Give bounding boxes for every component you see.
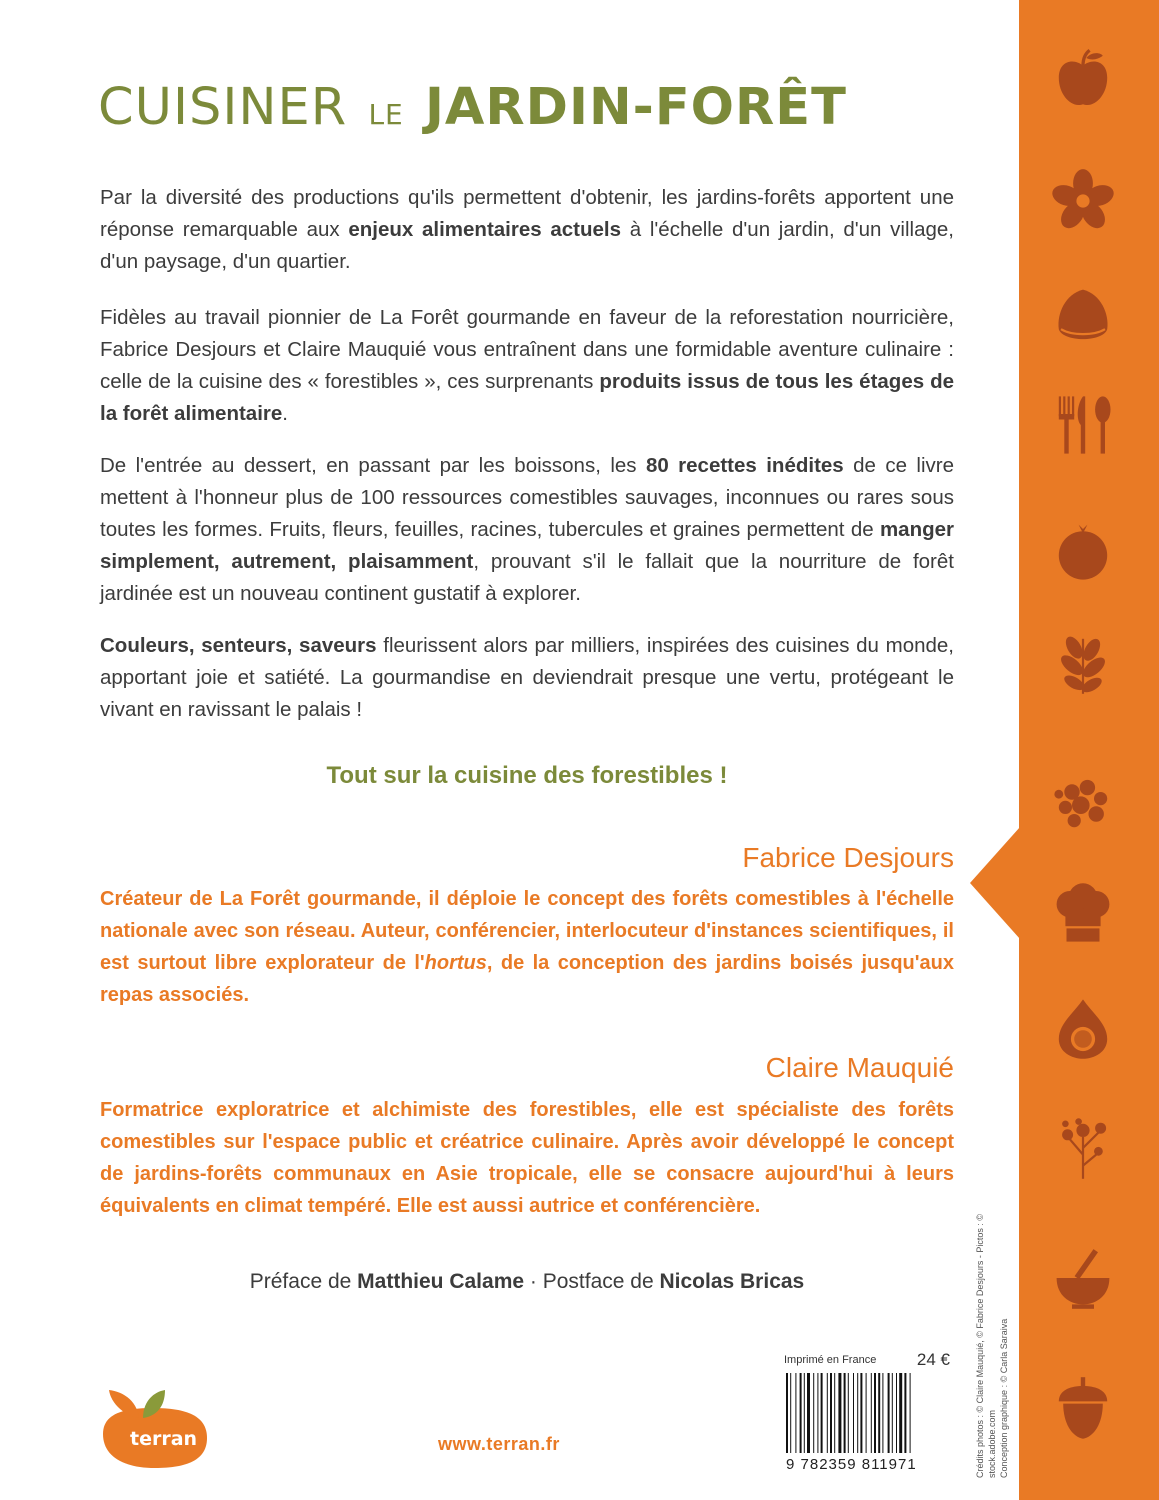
acorn-icon — [1050, 1375, 1116, 1441]
apple-icon — [1050, 47, 1116, 113]
barcode-bar — [821, 1373, 823, 1453]
author-name-1: Fabrice Desjours — [742, 842, 954, 873]
barcode-bar — [888, 1373, 890, 1453]
berries-icon — [1050, 770, 1116, 836]
barcode-bar — [904, 1373, 906, 1453]
barcode-bar — [807, 1373, 810, 1453]
wildflower-icon — [1050, 1115, 1116, 1181]
barcode-bar — [834, 1373, 835, 1453]
title-part-3: JARDIN-FORÊT — [424, 78, 847, 137]
photo-credits-line-1: Crédits photos : © Claire Mauquié, © Fabrice Desjours - Pictos : © stock.adobe.com — [975, 1214, 997, 1478]
barcode-bar — [860, 1373, 862, 1453]
chef-hat-icon — [1050, 880, 1116, 946]
description-paragraph-4: Couleurs, senteurs, saveurs fleurissent alors par milliers, inspirées des cuisines du monde, apportant joie et satiété. La gourmandise en deviendrait presque une vertu, protégeant le vivant en ravissant le palais ! — [100, 634, 954, 721]
publisher-logo-text: terran — [130, 1428, 198, 1450]
barcode-bar — [874, 1373, 876, 1453]
title-part-1: CUISINER — [98, 78, 348, 137]
barcode-bar — [892, 1373, 893, 1453]
flower-icon — [1050, 168, 1116, 234]
barcode-bar — [910, 1373, 911, 1453]
barcode — [782, 1373, 952, 1457]
photo-credits — [974, 1178, 1010, 1478]
barcode-bar — [878, 1373, 880, 1453]
printed-in-label: Imprimé en France — [784, 1354, 877, 1366]
cutlery-icon — [1050, 392, 1116, 458]
title-part-2: LE — [368, 98, 404, 131]
side-band-notch — [970, 827, 1020, 939]
barcode-bar — [848, 1373, 849, 1453]
barcode-bar — [857, 1373, 858, 1453]
tomato-icon — [1050, 518, 1116, 584]
description-paragraph-2: Fidèles au travail pionnier de La Forêt gourmande en faveur de la reforestation nourricière, Fabrice Desjours et Claire Mauquié vous entraînent dans une formidable aventure culinaire : celle de la cuisine des « forestibles », ces surprenants produits issus de tous les étages de la forêt alimentaire. — [100, 306, 955, 425]
barcode-bar — [853, 1373, 854, 1453]
chestnut-icon — [1050, 283, 1116, 349]
author-name-2: Claire Mauquié — [765, 1052, 954, 1083]
barcode-bar — [800, 1373, 802, 1453]
barcode-bar — [871, 1373, 872, 1453]
price-label: 24 € — [916, 1350, 950, 1369]
barcode-bar — [838, 1373, 841, 1453]
fig-icon — [1050, 995, 1116, 1061]
barcode-bar — [866, 1373, 867, 1453]
author-bio-1: Créateur de La Forêt gourmande, il déploie le concept des forêts comestibles à l'échelle nationale avec son réseau. Auteur, conférencier, interlocuteur d'instances scientifiques, il est surtout libre explorateur de l'hortus, de la conception des jardins boisés jusqu'aux repas associés. — [100, 888, 954, 1006]
barcode-bar — [899, 1373, 902, 1453]
author-bio-2: Formatrice exploratrice et alchimiste des forestibles, elle est spécialiste des forêts comestibles sur l'espace public et créatrice culinaire. Après avoir développé le concept de jardins-forêts communaux en Asie tropicale, elle se consacre aujourd'hui à leurs équivalents en climat tempéré. Elle est aussi autrice et conférencière. — [100, 1099, 954, 1217]
barcode-block — [782, 1350, 952, 1474]
preface-postface-credits: Préface de Matthieu Calame · Postface de Nicolas Bricas — [249, 1270, 805, 1293]
barcode-bar — [817, 1373, 818, 1453]
tagline: Tout sur la cuisine des forestibles ! — [326, 762, 728, 789]
barcode-bar — [795, 1373, 796, 1453]
barcode-bar — [830, 1373, 832, 1453]
barcode-bar — [813, 1373, 814, 1453]
barcode-bar — [844, 1373, 846, 1453]
barcode-bar — [790, 1373, 791, 1453]
barcode-bar — [804, 1373, 805, 1453]
barcode-bar — [882, 1373, 883, 1453]
website-link[interactable]: www.terran.fr — [438, 1434, 560, 1454]
barcode-bar — [827, 1373, 828, 1453]
barcode-bar — [786, 1373, 788, 1453]
barcode-bar — [896, 1373, 897, 1453]
book-title — [98, 78, 847, 137]
mortar-icon — [1050, 1245, 1116, 1311]
photo-credits-line-2: Conception graphique : © Carla Saraiva — [999, 1318, 1009, 1478]
isbn-number: 9 782359 811971 — [786, 1456, 917, 1473]
leafy-branch-icon — [1050, 630, 1116, 696]
description-paragraph-3: De l'entrée au dessert, en passant par les boissons, les 80 recettes inédites de ce livre mettent à l'honneur plus de 100 ressources comestibles sauvages, inconnues ou rares sous toutes les formes. Fruits, fleurs, feuilles, racines, tubercules et graines permettent de manger simplement, autrement, plaisamment, prouvant s'il le fallait que la nourriture de forêt jardinée est un nouveau continent gustatif à explorer. — [100, 454, 954, 605]
description-paragraph-1: Par la diversité des productions qu'ils permettent d'obtenir, les jardins-forêts apportent une réponse remarquable aux enjeux alimentaires actuels à l'échelle d'un jardin, d'un village, d'un paysage, d'un quartier. — [100, 186, 954, 273]
